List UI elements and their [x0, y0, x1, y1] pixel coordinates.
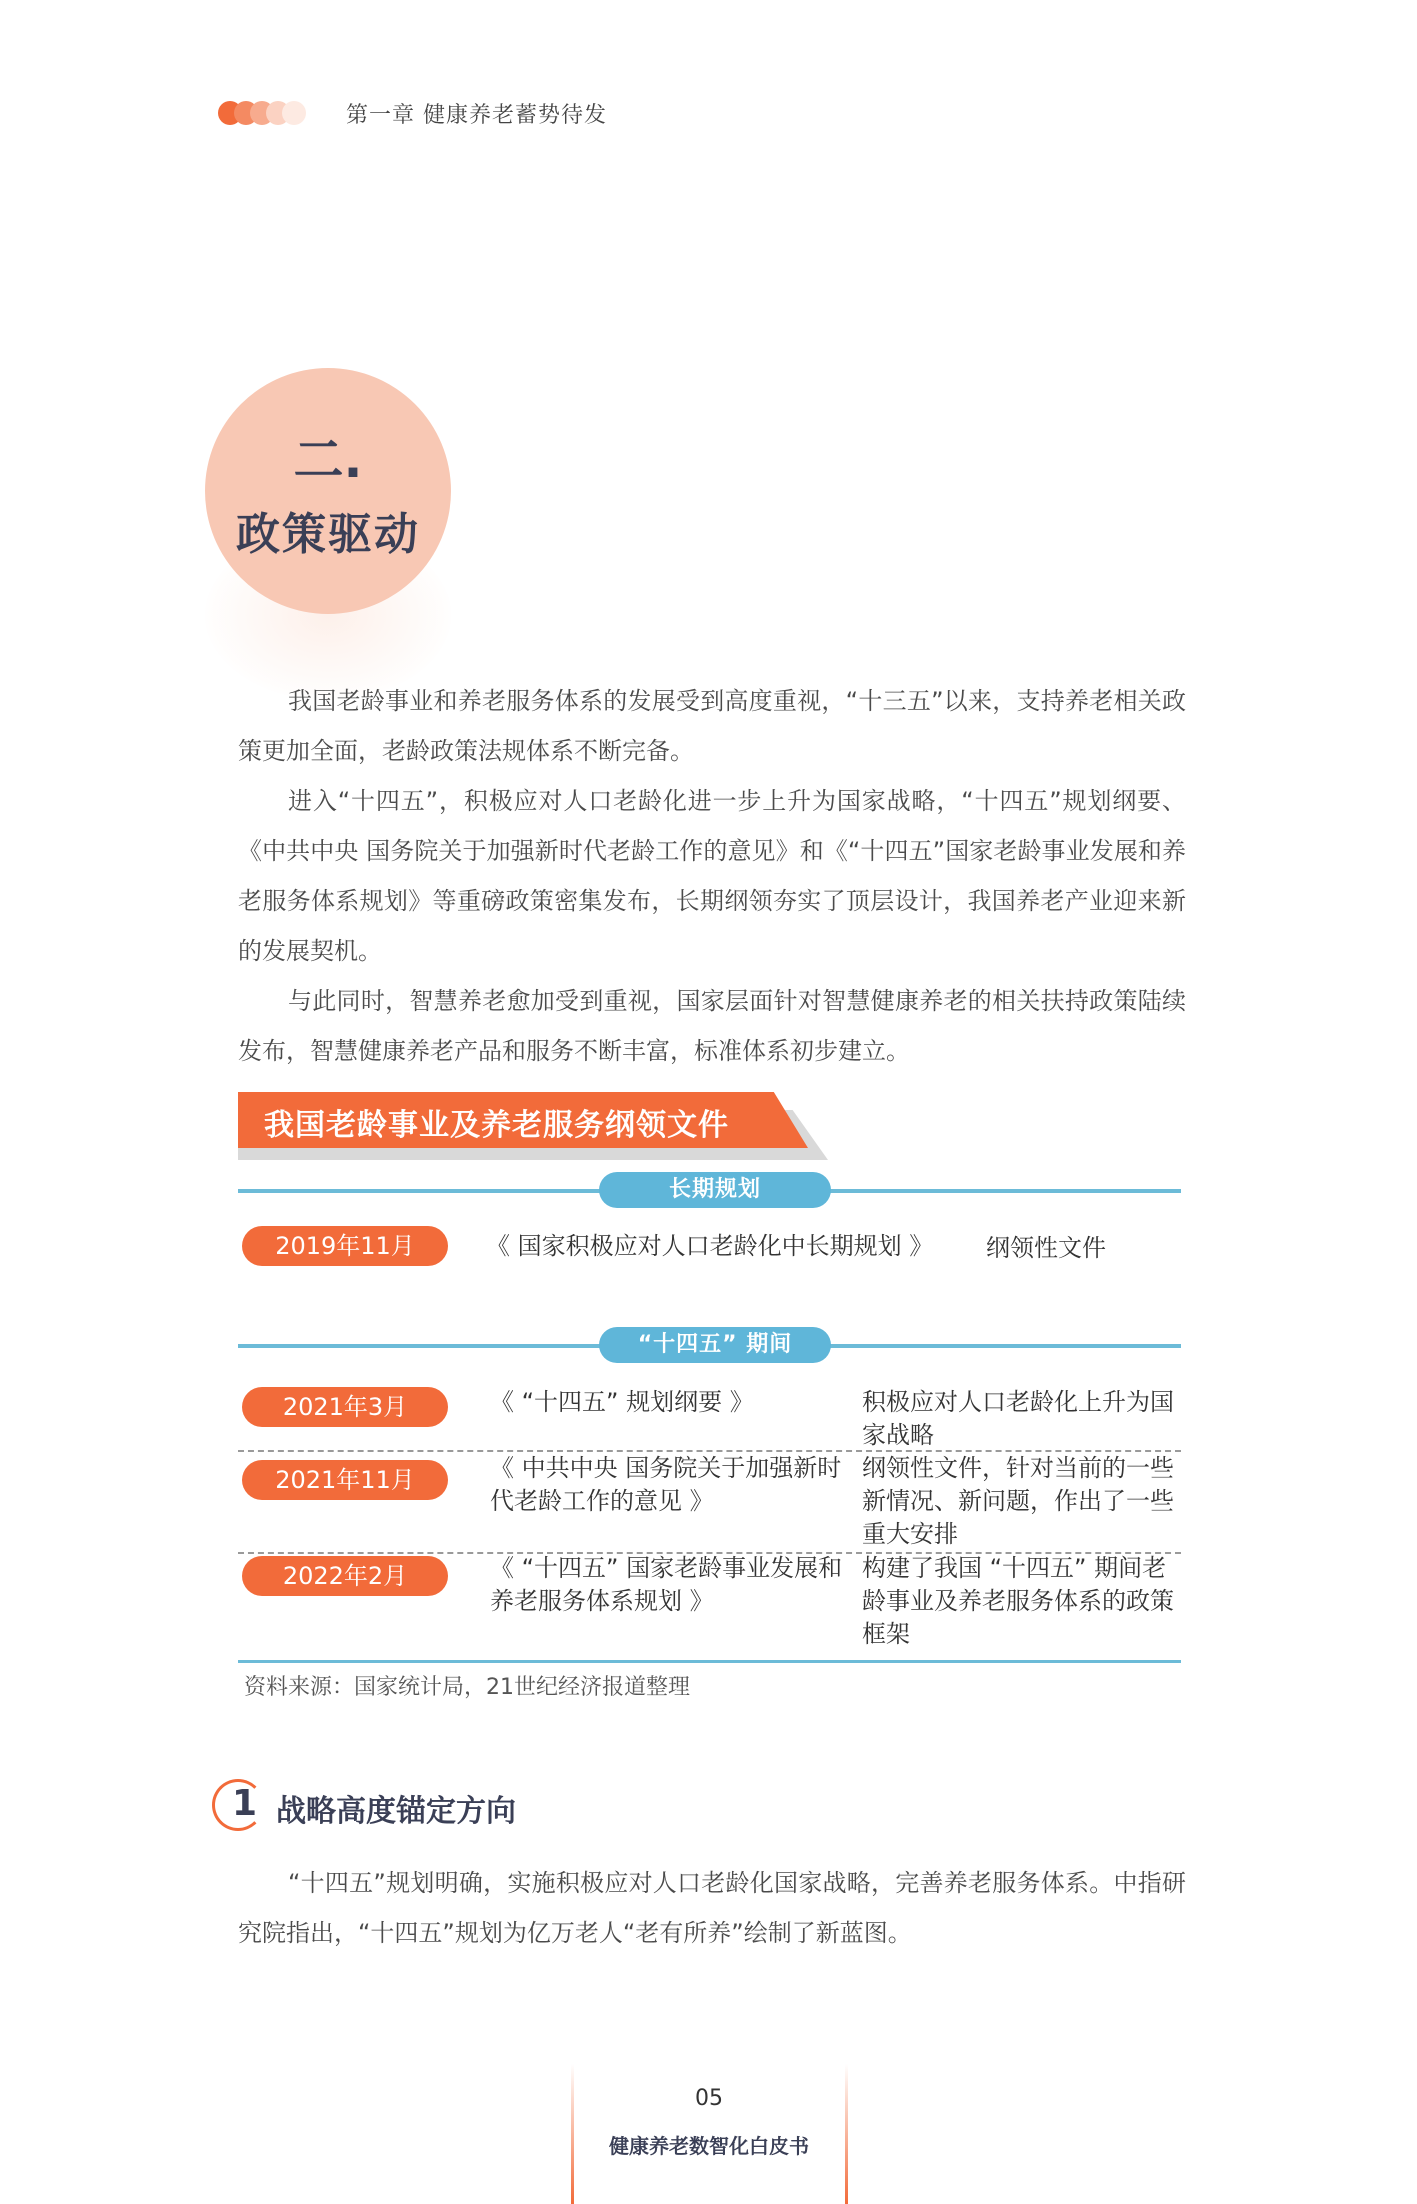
paragraph-3: 与此同时，智慧养老愈加受到重视，国家层面针对智慧健康养老的相关扶持政策陆续发布，智慧健康养老产品和服务不断丰富，标准体系初步建立。 — [238, 987, 1186, 1065]
figure-source: 资料来源：国家统计局，21世纪经济报道整理 — [244, 1675, 690, 1700]
date-pill: 2019年11月 — [242, 1226, 448, 1266]
page-number: 05 — [695, 2086, 723, 2111]
doc-title: 《 国家积极应对人口老龄化中长期规划 》 — [486, 1232, 934, 1260]
doc-title: 《 “十四五” 规划纲要 》 — [490, 1388, 754, 1416]
section-number: 二. — [293, 431, 363, 489]
doc-title: 《 “十四五” 国家老龄事业发展和养老服务体系规划 》 — [490, 1554, 843, 1615]
date-pill: 2022年2月 — [242, 1556, 448, 1596]
figure-title: 我国老龄事业及养老服务纲领文件 — [264, 1108, 729, 1143]
doc-note: 构建了我国 “十四五” 期间老龄事业及养老服务体系的政策框架 — [862, 1554, 1174, 1648]
dot-5 — [282, 101, 306, 125]
date-pill: 2021年3月 — [242, 1387, 448, 1427]
chapter-title: 第一章 健康养老蓄势待发 — [346, 103, 607, 128]
paragraph-2: 进入“十四五”，积极应对人口老龄化进一步上升为国家战略，“十四五”规划纲要、《中共中央 国务院关于加强新时代老龄工作的意见》和《“十四五”国家老龄事业发展和养老服务体系规划》等重磅政策密集发布，长期纲领夯实了顶层设计，我国养老产业迎来新的发展契机。 — [238, 787, 1186, 965]
subsection-title: 战略高度锚定方向 — [276, 1794, 516, 1829]
doc-title: 《 中共中央 国务院关于加强新时代老龄工作的意见 》 — [490, 1454, 842, 1515]
group2-label: “十四五” 期间 — [599, 1327, 831, 1363]
subsection-number: 1 — [232, 1783, 258, 1824]
doc-note: 积极应对人口老龄化上升为国家战略 — [862, 1388, 1174, 1449]
section-title: 政策驱动 — [236, 509, 420, 560]
paragraph-1: 我国老龄事业和养老服务体系的发展受到高度重视，“十三五”以来，支持养老相关政策更加全面，老龄政策法规体系不断完备。 — [238, 687, 1186, 765]
doc-note: 纲领性文件 — [986, 1234, 1106, 1262]
book-title: 健康养老数智化白皮书 — [609, 2134, 809, 2158]
group1-label: 长期规划 — [599, 1172, 831, 1208]
header-dots — [218, 101, 308, 127]
figure-bottom-rule — [238, 1660, 1181, 1663]
doc-note: 纲领性文件，针对当前的一些新情况、新问题，作出了一些重大安排 — [862, 1454, 1174, 1548]
subsection-paragraph: “十四五”规划明确，实施积极应对人口老龄化国家战略，完善养老服务体系。中指研究院指出，“十四五”规划为亿万老人“老有所养”绘制了新蓝图。 — [238, 1869, 1186, 1947]
date-pill: 2021年11月 — [242, 1460, 448, 1500]
